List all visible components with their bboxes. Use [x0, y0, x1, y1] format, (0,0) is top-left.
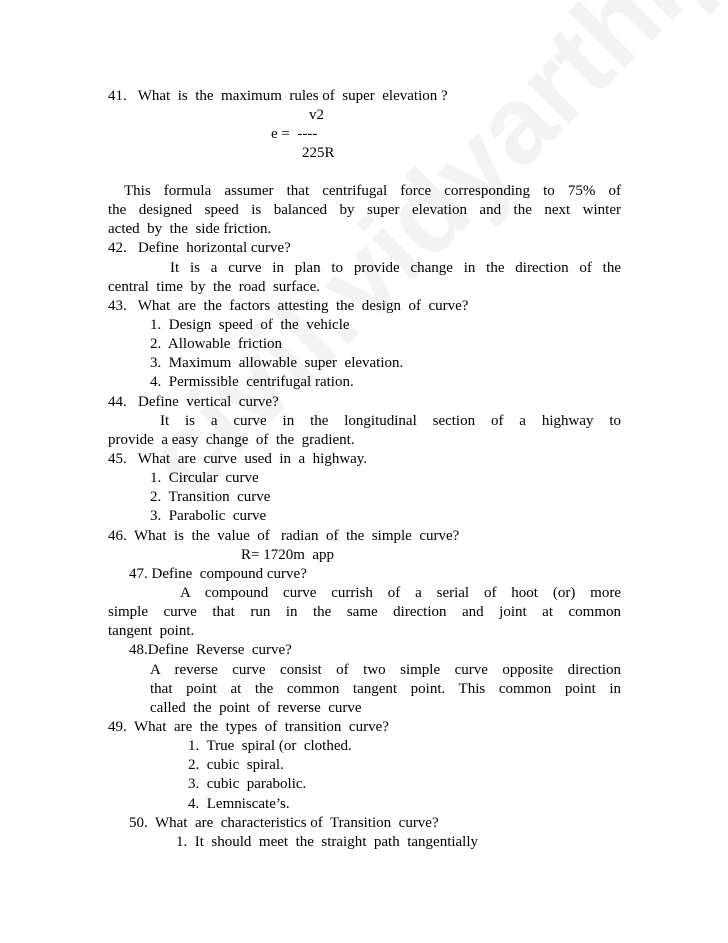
list-item: 3. cubic parabolic.: [188, 776, 307, 792]
list-item: 1. True spiral (or clothed.: [188, 738, 352, 754]
question-41: 41. What is the maximum rules of super elevation ?: [108, 88, 448, 104]
list-item: 2. Transition curve: [150, 489, 271, 505]
q44-answer-line-2: provide a easy change of the gradient.: [108, 432, 355, 448]
q46-answer: R= 1720m app: [241, 547, 335, 563]
list-item: 1. Design speed of the vehicle: [150, 317, 350, 333]
q48-answer-line-3: called the point of reverse curve: [150, 700, 362, 716]
q41-explanation-line-2: the designed speed is balanced by super elevation and the next winter: [108, 202, 621, 218]
q47-answer-line-1: A compound curve currish of a serial of hoot (or) more: [180, 585, 621, 601]
question-46: 46. What is the value of radian of the simple curve?: [108, 528, 460, 544]
question-44: 44. Define vertical curve?: [108, 394, 279, 410]
list-item: 2. Allowable friction: [150, 336, 283, 352]
question-47: 47. Define compound curve?: [129, 566, 307, 582]
q48-answer-line-2: that point at the common tangent point. This common point in: [150, 681, 621, 697]
list-item: 1. Circular curve: [150, 470, 259, 486]
question-50: 50. What are characteristics of Transition curve?: [129, 815, 439, 831]
q48-answer-line-1: A reverse curve consist of two simple curve opposite direction: [150, 662, 621, 678]
list-item: 3. Maximum allowable super elevation.: [150, 355, 404, 371]
list-item: 4. Lemniscate’s.: [188, 796, 290, 812]
question-48: 48.Define Reverse curve?: [129, 642, 292, 658]
question-42: 42. Define horizontal curve?: [108, 240, 291, 256]
q44-answer-line-1: It is a curve in the longitudinal section of a highway to: [160, 413, 621, 429]
list-item: 1. It should meet the straight path tangentially: [176, 834, 479, 850]
q42-answer-line-1: It is a curve in plan to provide change in the direction of the: [170, 260, 621, 276]
q42-answer-line-2: central time by the road surface.: [108, 279, 320, 295]
formula-lhs: e = ----: [271, 126, 318, 142]
q47-answer-line-2: simple curve that run in the same direction and joint at common: [108, 604, 621, 620]
list-item: 4. Permissible centrifugal ration.: [150, 374, 354, 390]
list-item: 3. Parabolic curve: [150, 508, 267, 524]
question-49: 49. What are the types of transition curve?: [108, 719, 389, 735]
formula-denominator: 225R: [302, 145, 335, 161]
question-43: 43. What are the factors attesting the design of curve?: [108, 298, 469, 314]
q41-explanation-line-3: acted by the side friction.: [108, 221, 272, 237]
formula-numerator: v2: [309, 107, 324, 123]
q47-answer-line-3: tangent point.: [108, 623, 195, 639]
question-45: 45. What are curve used in a highway.: [108, 451, 368, 467]
q41-explanation-line-1: This formula assumer that centrifugal force corresponding to 75% of: [124, 183, 621, 199]
list-item: 2. cubic spiral.: [188, 757, 284, 773]
